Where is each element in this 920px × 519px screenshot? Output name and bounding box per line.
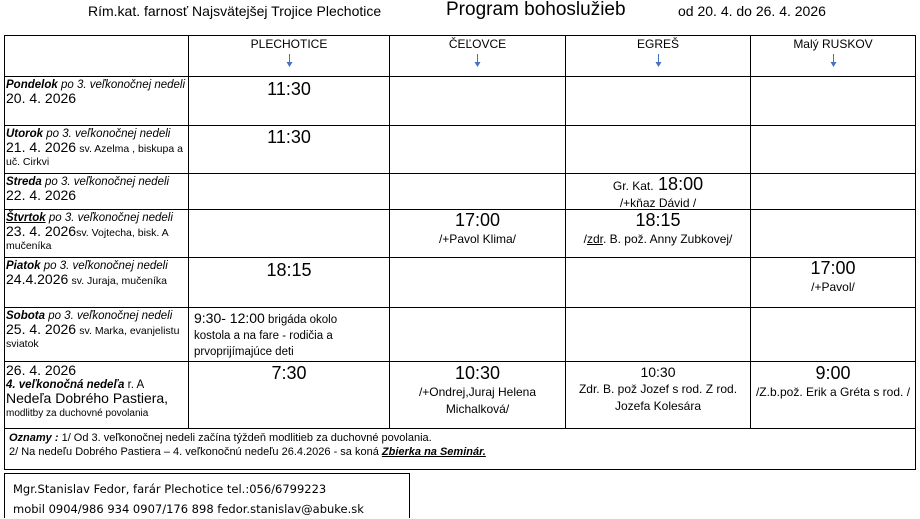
- day-name: Piatok: [6, 260, 41, 272]
- col-divider: [915, 35, 916, 470]
- mass-time: 17:00: [454, 210, 501, 230]
- mass-intention: /+Pavol/: [811, 280, 855, 294]
- mass-intention-prefix: zdr: [586, 232, 603, 246]
- column-header-celovce: [390, 37, 565, 66]
- mass-intention: /Z.b.pož. Erik a Gréta s rod. /: [755, 385, 911, 399]
- column-header-maly-ruskov: [751, 37, 915, 66]
- day-desc: po 3. veľkonočnej nedeli: [48, 212, 173, 224]
- day-name: Pondelok: [6, 79, 58, 91]
- column-header-plechotice: [189, 37, 389, 66]
- day-desc: po 3. veľkonočnej nedeli: [45, 176, 170, 188]
- contact-mobile-email: mobil 0904/986 934 0907/176 898 fedor.stanislav@abuke.sk: [13, 502, 364, 516]
- day-note: modlitby za duchovné povolania: [6, 408, 149, 419]
- mass-entry: [753, 363, 913, 428]
- day-feast: sv. Juraja, mučeníka: [71, 275, 168, 287]
- mass-time: 10:30: [454, 363, 501, 383]
- row-divider: [4, 428, 916, 429]
- mass-time: 18:15: [266, 260, 312, 280]
- column-label: EGREŠ: [636, 37, 679, 51]
- mass-time: 7:30: [271, 363, 307, 383]
- mass-entry: [392, 363, 563, 428]
- day-desc: po 3. veľkonočnej nedeli: [60, 79, 186, 91]
- mass-entry: [751, 258, 915, 307]
- day-date: 26. 4. 2026: [6, 362, 77, 378]
- day-feast: sv. Azelma , biskupa a uč. Cirkvi: [6, 143, 183, 168]
- rite-label: Gr. Kat.: [612, 179, 654, 193]
- column-label: PLECHOTICE: [250, 37, 328, 51]
- mass-time: 10:30: [640, 364, 676, 380]
- event-time: 9:30- 12:00: [194, 310, 265, 326]
- mass-time: 11:30: [267, 79, 311, 99]
- table-border-top: [4, 35, 916, 36]
- page-title: Program bohoslužieb: [446, 0, 626, 20]
- day-feast: sv. Vojtecha, bisk. A mučeníka: [6, 227, 169, 252]
- down-arrow-icon: [477, 54, 478, 66]
- mass-time: 18:15: [635, 210, 681, 230]
- event-note: prvoprijímajúce deti: [194, 346, 294, 358]
- column-label: Malý RUSKOV: [793, 37, 873, 51]
- table-border-bottom: [4, 469, 916, 470]
- mass-intention: . B. pož. Anny Zubkovej/: [602, 232, 733, 246]
- contact-name-phone: Mgr.Stanislav Fedor, farár Plechotice tel.:056/6799223: [13, 482, 327, 496]
- announcements-label: Oznamy :: [9, 432, 59, 444]
- day-name: Streda: [6, 176, 42, 188]
- mass-time: 17:00: [810, 258, 856, 278]
- contact-box: [4, 473, 410, 518]
- mass-time: 18:00: [658, 174, 704, 194]
- mass-intention: Zdr. B. pož Jozef s rod. Z rod. Jozefa Kolesára: [578, 382, 738, 413]
- announcement-highlight: Zbierka na Seminár.: [381, 446, 486, 458]
- day-label-wednesday: [5, 174, 188, 209]
- column-label: ČEĽOVCE: [448, 37, 507, 51]
- mass-time: 9:00: [815, 363, 851, 383]
- parish-name: Rím.kat. farnosť Najsvätejšej Trojice Plechotice: [88, 3, 382, 19]
- announcements: [4, 431, 912, 459]
- day-label-saturday: [5, 308, 188, 361]
- day-date: 23. 4. 2026: [6, 223, 77, 239]
- mass-entry: [390, 210, 565, 257]
- day-date: 24.4.2026: [6, 271, 69, 287]
- day-feast: sv. Marka, evanjelistu sviatok: [6, 325, 180, 350]
- day-date: 20. 4. 2026: [6, 90, 77, 106]
- mass-intention: /+Pavol Klima/: [438, 232, 517, 246]
- day-feast: Nedeľa Dobrého Pastiera,: [6, 390, 169, 406]
- day-label-sunday: [5, 362, 188, 428]
- day-label-thursday: [5, 210, 188, 257]
- down-arrow-icon: [833, 54, 834, 66]
- column-header-egres: [566, 37, 750, 66]
- mass-entry: [566, 174, 750, 209]
- event-note: kostola a na fare - rodičia a: [194, 330, 333, 342]
- page-header: [0, 0, 920, 30]
- date-range: od 20. 4. do 26. 4. 2026: [678, 3, 826, 19]
- day-desc: r. A: [127, 379, 145, 391]
- day-label-monday: [5, 77, 188, 125]
- day-name: 4. veľkonočná nedeľa: [6, 379, 125, 391]
- event-entry: [194, 310, 389, 361]
- day-date: 25. 4. 2026: [6, 321, 77, 337]
- day-desc: po 3. veľkonočnej nedeli: [46, 128, 171, 140]
- down-arrow-icon: [658, 54, 659, 66]
- day-label-friday: [5, 258, 188, 307]
- day-desc: po 3. veľkonočnej nedeli: [43, 260, 168, 272]
- announcement-item: 1/ Od 3. veľkonočnej nedeli začína týždeň modlitieb za duchovné povolania.: [61, 432, 432, 444]
- day-label-tuesday: [5, 126, 188, 173]
- day-date: 22. 4. 2026: [6, 187, 77, 203]
- day-date: 21. 4. 2026: [6, 139, 77, 155]
- day-name: Štvrtok: [6, 212, 46, 224]
- announcement-item: 2/ Na nedeľu Dobrého Pastiera – 4. veľkonočnú nedeľu 26.4.2026 - sa koná: [9, 446, 379, 458]
- col-divider: [750, 35, 751, 429]
- mass-entry: 18:15 /zdr. B. pož. Anny Zubkovej/: [566, 210, 750, 257]
- mass-time: 11:30: [267, 127, 311, 147]
- mass-entry: [568, 363, 748, 428]
- mass-intention: /+kňaz Dávid /: [619, 196, 697, 209]
- day-desc: po 3. veľkonočnej nedeli: [48, 310, 173, 322]
- event-note: brigáda okolo: [268, 314, 338, 326]
- mass-intention: /+Ondrej,Juraj Helena Michalková/: [418, 385, 537, 416]
- schedule-table: [4, 35, 916, 471]
- down-arrow-icon: [289, 54, 290, 66]
- day-name: Utorok: [6, 128, 44, 140]
- day-name: Sobota: [6, 310, 45, 322]
